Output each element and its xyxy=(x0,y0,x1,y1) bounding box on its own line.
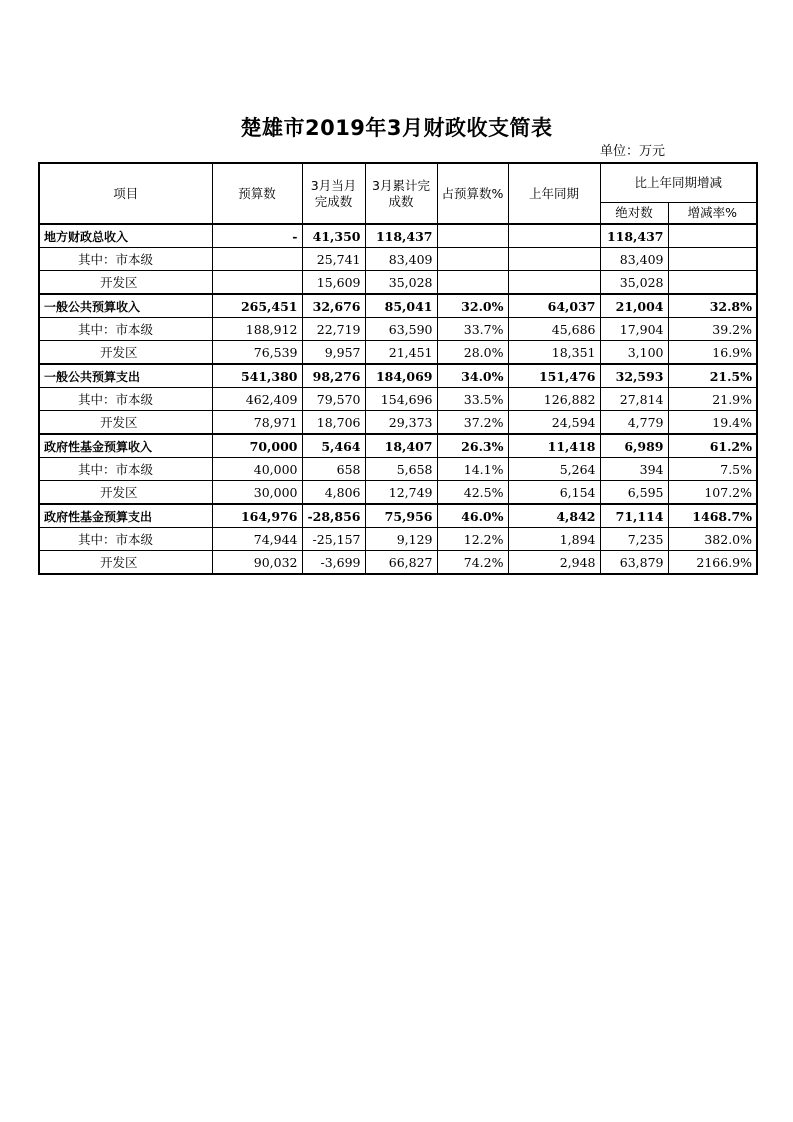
cell-month-complete: 5,464 xyxy=(302,434,365,458)
cell-month-complete: 32,676 xyxy=(302,294,365,318)
cell-month-complete: 41,350 xyxy=(302,224,365,248)
table-row xyxy=(39,271,757,295)
cell-budget-ratio: 32.0% xyxy=(437,294,508,318)
cell-budget-ratio: 26.3% xyxy=(437,434,508,458)
cell-abs-change: 83,409 xyxy=(600,248,668,271)
cell-budget-ratio: 12.2% xyxy=(437,528,508,551)
cell-change-rate: 61.2% xyxy=(668,434,757,458)
cell-last-year: 11,418 xyxy=(508,434,600,458)
cell-month-complete: 4,806 xyxy=(302,481,365,505)
cell-last-year: 2,948 xyxy=(508,551,600,575)
table-row xyxy=(39,411,757,435)
cell-change-rate: 7.5% xyxy=(668,458,757,481)
cell-change-rate: 21.9% xyxy=(668,388,757,411)
table-row xyxy=(39,434,757,458)
cell-last-year: 1,894 xyxy=(508,528,600,551)
cell-budget-ratio xyxy=(437,224,508,248)
cell-last-year xyxy=(508,271,600,295)
table-row xyxy=(39,248,757,271)
header-last-year: 上年同期 xyxy=(508,163,600,224)
cell-budget-ratio: 42.5% xyxy=(437,481,508,505)
table-header xyxy=(39,163,757,224)
unit-label: 单位：万元 xyxy=(600,144,666,159)
cell-budget: 462,409 xyxy=(212,388,302,411)
cell-change-rate xyxy=(668,271,757,295)
cell-change-rate: 1468.7% xyxy=(668,504,757,528)
cell-month-complete: 18,706 xyxy=(302,411,365,435)
cell-cumulative-complete: 63,590 xyxy=(365,318,437,341)
cell-month-complete: -25,157 xyxy=(302,528,365,551)
cell-budget-ratio: 46.0% xyxy=(437,504,508,528)
cell-item-name: 开发区 xyxy=(39,271,212,295)
header-budget: 预算数 xyxy=(212,163,302,224)
cell-budget xyxy=(212,248,302,271)
cell-budget-ratio: 28.0% xyxy=(437,341,508,365)
header-month: 3月当月完成数 xyxy=(302,163,365,224)
cell-last-year xyxy=(508,224,600,248)
cell-last-year xyxy=(508,248,600,271)
cell-cumulative-complete: 154,696 xyxy=(365,388,437,411)
cell-cumulative-complete: 18,407 xyxy=(365,434,437,458)
header-ratio: 占预算数% xyxy=(437,163,508,224)
cell-cumulative-complete: 184,069 xyxy=(365,364,437,388)
cell-budget: 74,944 xyxy=(212,528,302,551)
cell-budget: 164,976 xyxy=(212,504,302,528)
cell-month-complete: -28,856 xyxy=(302,504,365,528)
cell-item-name: 其中：市本级 xyxy=(39,388,212,411)
cell-item-name: 开发区 xyxy=(39,481,212,505)
cell-month-complete: 658 xyxy=(302,458,365,481)
cell-abs-change: 4,779 xyxy=(600,411,668,435)
cell-budget-ratio: 34.0% xyxy=(437,364,508,388)
header-cumulative: 3月累计完成数 xyxy=(365,163,437,224)
cell-cumulative-complete: 21,451 xyxy=(365,341,437,365)
cell-budget-ratio: 74.2% xyxy=(437,551,508,575)
report-title: 楚雄市2019年3月财政收支简表 xyxy=(240,116,553,140)
cell-abs-change: 63,879 xyxy=(600,551,668,575)
cell-abs-change: 17,904 xyxy=(600,318,668,341)
cell-budget-ratio: 33.5% xyxy=(437,388,508,411)
cell-budget-ratio: 37.2% xyxy=(437,411,508,435)
cell-last-year: 64,037 xyxy=(508,294,600,318)
cell-last-year: 24,594 xyxy=(508,411,600,435)
table-row xyxy=(39,528,757,551)
cell-change-rate: 19.4% xyxy=(668,411,757,435)
table-row xyxy=(39,294,757,318)
cell-abs-change: 3,100 xyxy=(600,341,668,365)
cell-cumulative-complete: 9,129 xyxy=(365,528,437,551)
cell-cumulative-complete: 85,041 xyxy=(365,294,437,318)
cell-item-name: 政府性基金预算支出 xyxy=(39,504,212,528)
cell-budget: 70,000 xyxy=(212,434,302,458)
table-row xyxy=(39,504,757,528)
cell-item-name: 开发区 xyxy=(39,341,212,365)
table-row xyxy=(39,551,757,575)
cell-last-year: 4,842 xyxy=(508,504,600,528)
header-change-group: 比上年同期增减 xyxy=(600,163,757,203)
cell-cumulative-complete: 118,437 xyxy=(365,224,437,248)
cell-budget: 76,539 xyxy=(212,341,302,365)
cell-abs-change: 7,235 xyxy=(600,528,668,551)
cell-cumulative-complete: 83,409 xyxy=(365,248,437,271)
cell-month-complete: -3,699 xyxy=(302,551,365,575)
cell-item-name: 一般公共预算收入 xyxy=(39,294,212,318)
cell-item-name: 其中：市本级 xyxy=(39,458,212,481)
cell-last-year: 18,351 xyxy=(508,341,600,365)
cell-month-complete: 15,609 xyxy=(302,271,365,295)
cell-change-rate: 2166.9% xyxy=(668,551,757,575)
cell-budget-ratio: 14.1% xyxy=(437,458,508,481)
cell-change-rate: 382.0% xyxy=(668,528,757,551)
cell-change-rate: 16.9% xyxy=(668,341,757,365)
cell-item-name: 开发区 xyxy=(39,551,212,575)
cell-budget-ratio xyxy=(437,271,508,295)
cell-item-name: 其中：市本级 xyxy=(39,528,212,551)
cell-abs-change: 71,114 xyxy=(600,504,668,528)
cell-item-name: 其中：市本级 xyxy=(39,318,212,341)
table-body xyxy=(39,224,757,574)
header-item: 项目 xyxy=(39,163,212,224)
cell-abs-change: 21,004 xyxy=(600,294,668,318)
cell-last-year: 5,264 xyxy=(508,458,600,481)
cell-change-rate: 39.2% xyxy=(668,318,757,341)
cell-cumulative-complete: 75,956 xyxy=(365,504,437,528)
cell-month-complete: 25,741 xyxy=(302,248,365,271)
cell-last-year: 126,882 xyxy=(508,388,600,411)
cell-item-name: 一般公共预算支出 xyxy=(39,364,212,388)
cell-item-name: 政府性基金预算收入 xyxy=(39,434,212,458)
cell-cumulative-complete: 66,827 xyxy=(365,551,437,575)
table-row xyxy=(39,341,757,365)
finance-table xyxy=(38,162,758,575)
cell-last-year: 45,686 xyxy=(508,318,600,341)
cell-cumulative-complete: 5,658 xyxy=(365,458,437,481)
cell-budget: 188,912 xyxy=(212,318,302,341)
cell-budget: 541,380 xyxy=(212,364,302,388)
table-row xyxy=(39,318,757,341)
cell-budget-ratio xyxy=(437,248,508,271)
cell-month-complete: 9,957 xyxy=(302,341,365,365)
table-row xyxy=(39,364,757,388)
cell-change-rate xyxy=(668,224,757,248)
cell-month-complete: 79,570 xyxy=(302,388,365,411)
cell-abs-change: 6,595 xyxy=(600,481,668,505)
cell-budget: 30,000 xyxy=(212,481,302,505)
cell-cumulative-complete: 29,373 xyxy=(365,411,437,435)
cell-budget-ratio: 33.7% xyxy=(437,318,508,341)
cell-abs-change: 394 xyxy=(600,458,668,481)
cell-abs-change: 27,814 xyxy=(600,388,668,411)
cell-budget: 90,032 xyxy=(212,551,302,575)
table-row xyxy=(39,481,757,505)
cell-item-name: 其中：市本级 xyxy=(39,248,212,271)
cell-month-complete: 22,719 xyxy=(302,318,365,341)
table-row xyxy=(39,458,757,481)
cell-abs-change: 118,437 xyxy=(600,224,668,248)
table-row xyxy=(39,388,757,411)
cell-change-rate: 32.8% xyxy=(668,294,757,318)
cell-abs-change: 6,989 xyxy=(600,434,668,458)
header-abs: 绝对数 xyxy=(600,203,668,225)
cell-abs-change: 35,028 xyxy=(600,271,668,295)
cell-budget: 78,971 xyxy=(212,411,302,435)
cell-budget: - xyxy=(212,224,302,248)
cell-cumulative-complete: 12,749 xyxy=(365,481,437,505)
table-row xyxy=(39,224,757,248)
cell-change-rate: 21.5% xyxy=(668,364,757,388)
cell-cumulative-complete: 35,028 xyxy=(365,271,437,295)
cell-abs-change: 32,593 xyxy=(600,364,668,388)
cell-last-year: 151,476 xyxy=(508,364,600,388)
cell-month-complete: 98,276 xyxy=(302,364,365,388)
cell-change-rate: 107.2% xyxy=(668,481,757,505)
cell-budget: 265,451 xyxy=(212,294,302,318)
cell-budget: 40,000 xyxy=(212,458,302,481)
cell-change-rate xyxy=(668,248,757,271)
cell-item-name: 地方财政总收入 xyxy=(39,224,212,248)
header-rate: 增减率% xyxy=(668,203,757,225)
cell-budget xyxy=(212,271,302,295)
cell-last-year: 6,154 xyxy=(508,481,600,505)
cell-item-name: 开发区 xyxy=(39,411,212,435)
